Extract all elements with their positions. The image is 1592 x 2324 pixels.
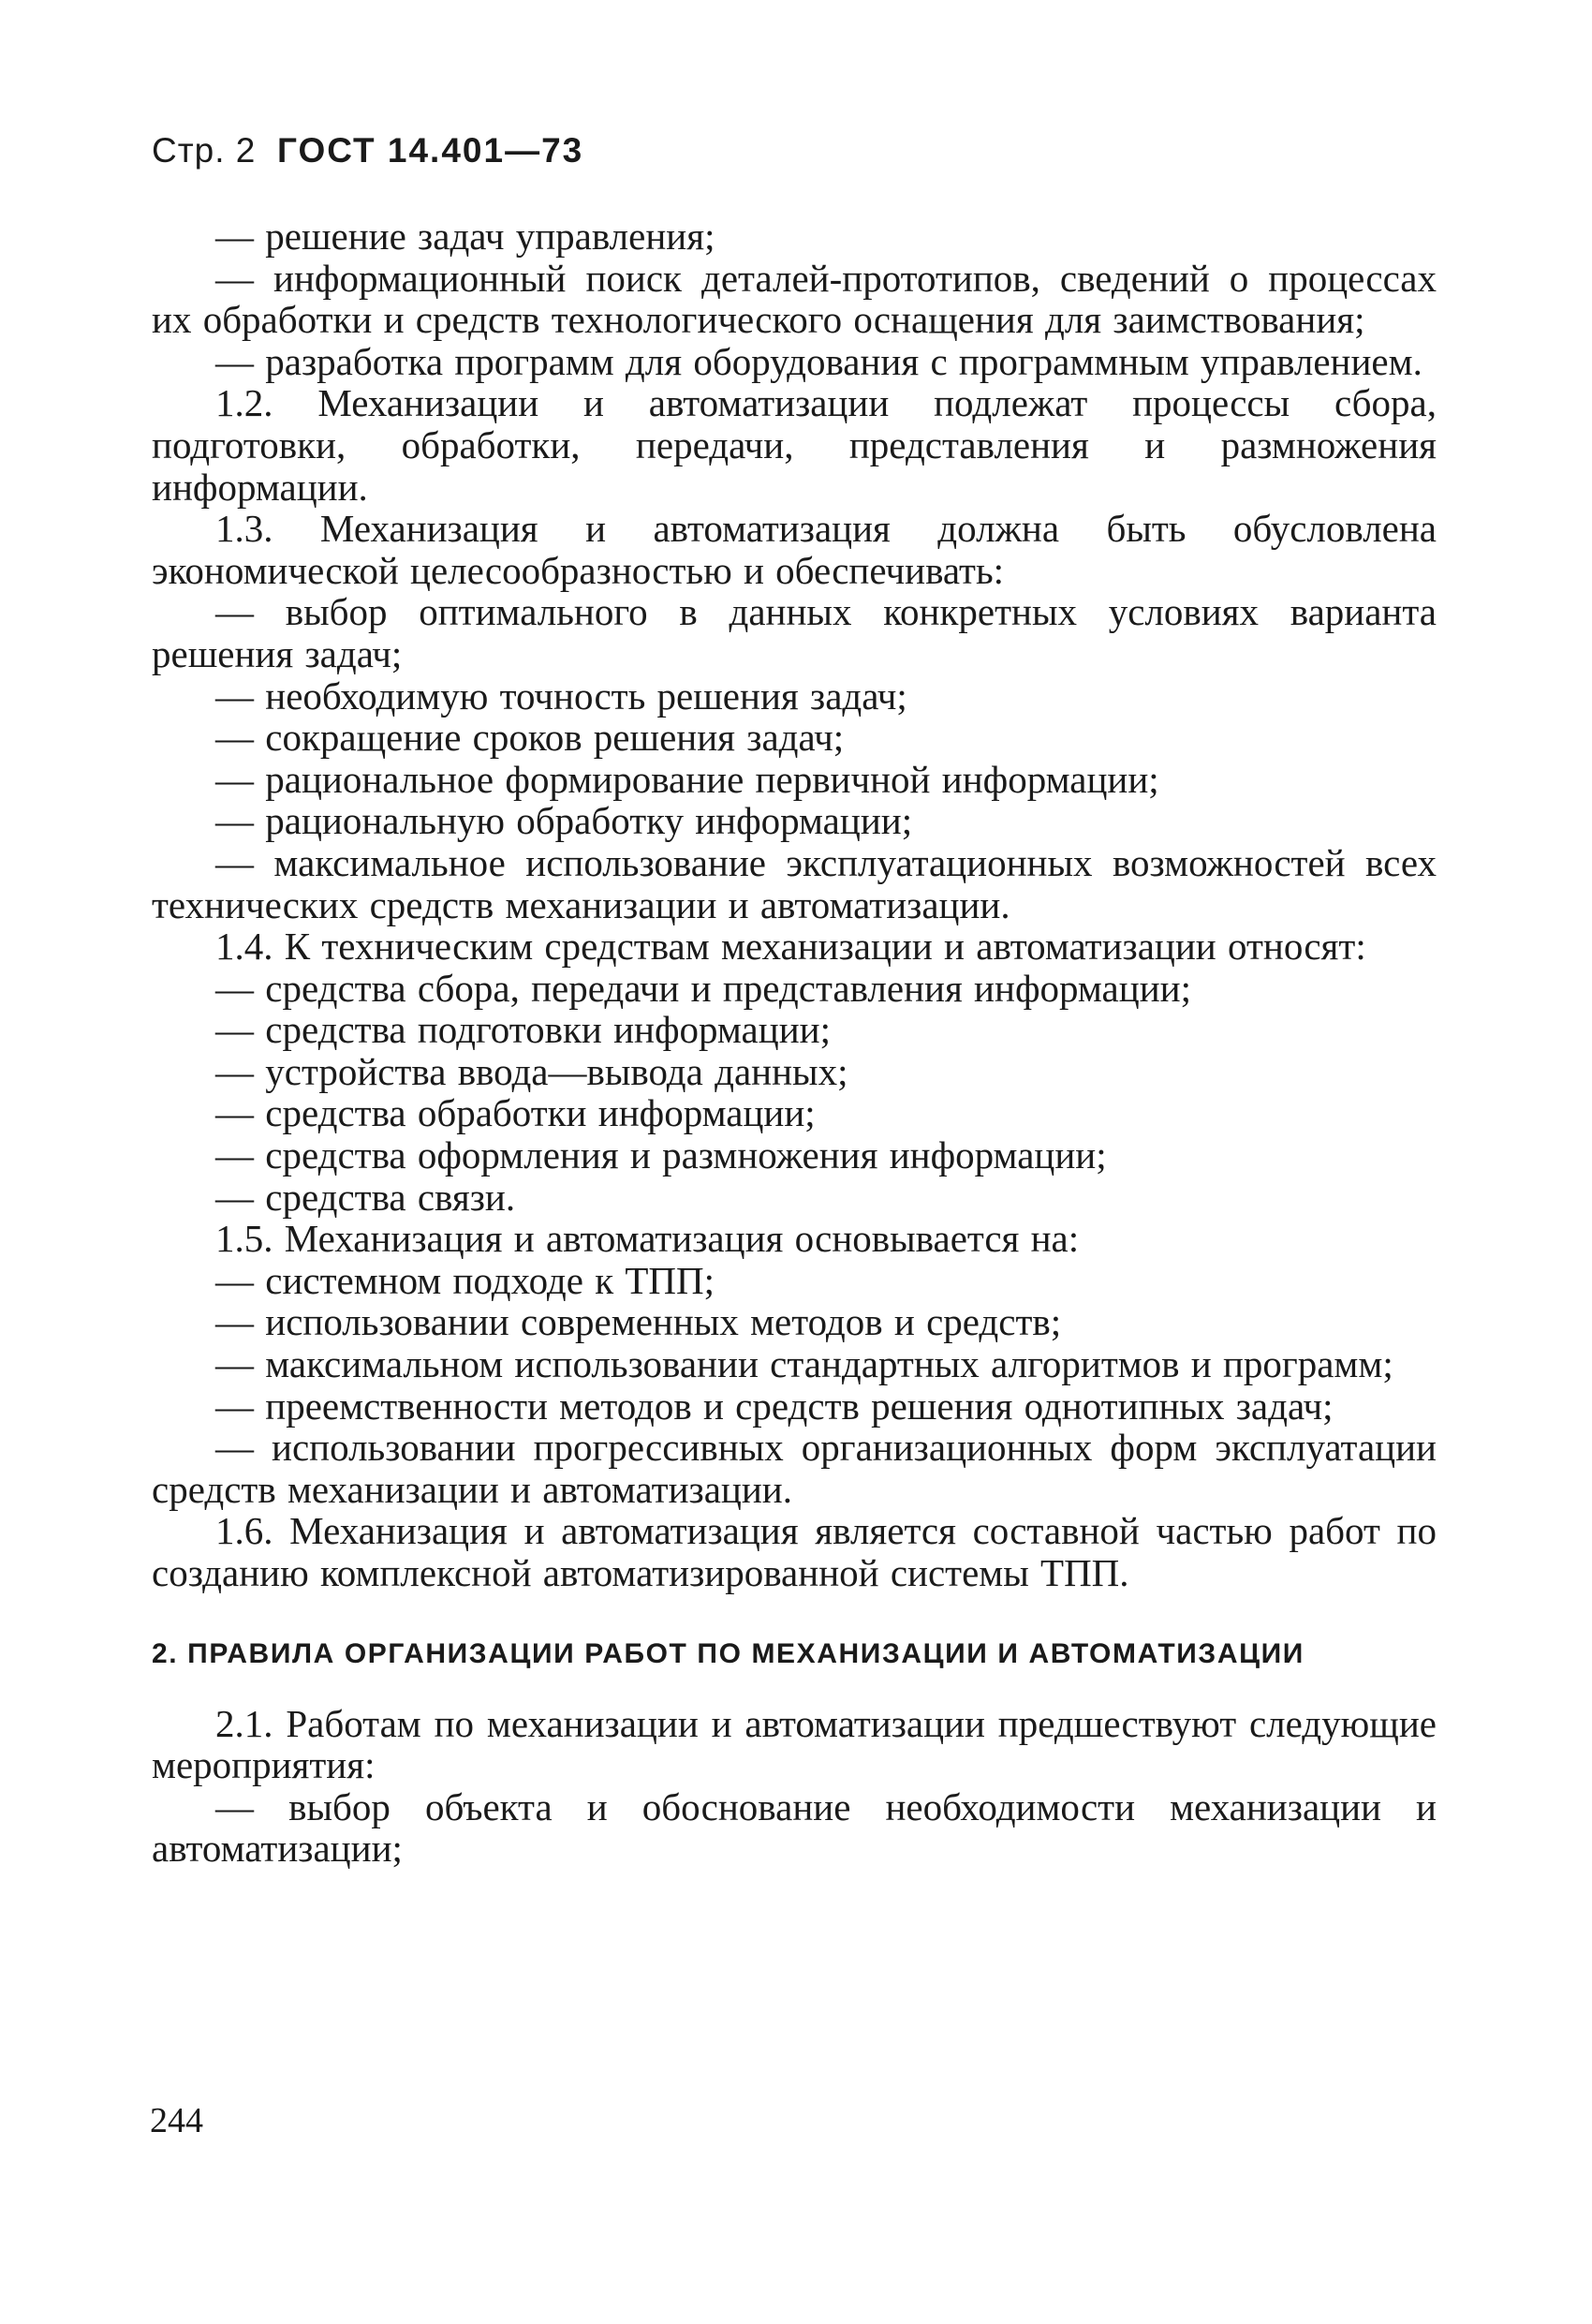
list-item: — выбор оптимального в данных конкретных условиях варианта решения задач; — [152, 590, 1437, 675]
list-item: — средства подготовки информации; — [215, 1008, 831, 1052]
clause-2-1: 2.1. Работам по механизации и автоматизации предшествуют следующие мероприятия: — [152, 1701, 1437, 1787]
list-item: — преемственности методов и средств решения однотипных задач; — [215, 1384, 1334, 1428]
list-item: — средства связи. — [215, 1175, 516, 1219]
list-item: — разработка программ для оборудования с программным управлением. — [215, 339, 1422, 383]
list-item: — рациональную обработку информации; — [215, 799, 913, 843]
list-item: — решение задач управления; — [215, 215, 715, 258]
list-item: — максимальное использование эксплуатационных возможностей всех технических средств механизации и автоматизации. — [152, 840, 1437, 926]
list-item: — средства оформления и размножения информации; — [215, 1133, 1107, 1177]
list-item: — информационный поиск деталей-прототипов, сведений о процессах их обработки и средств технологического оснащения для заимствования; — [152, 256, 1437, 342]
list-item: — необходимую точность решения задач; — [215, 674, 907, 718]
standard-number: ГОСТ 14.401—73 — [276, 131, 584, 170]
list-item: — выбор объекта и обоснование необходимости механизации и автоматизации; — [152, 1784, 1437, 1871]
list-item: — использовании прогрессивных организационных форм эксплуатации средств механизации и автоматизации. — [152, 1426, 1437, 1511]
clause-1-3: 1.3. Механизация и автоматизация должна быть обусловлена экономической целесообразностью и обеспечивать: — [152, 507, 1437, 592]
clause-1-6: 1.6. Механизация и автоматизация является составной частью работ по созданию комплексной автоматизированной системы ТПП. — [152, 1509, 1437, 1594]
section-heading: 2. ПРАВИЛА ОРГАНИЗАЦИИ РАБОТ ПО МЕХАНИЗАЦИИ И АВТОМАТИЗАЦИИ — [152, 1637, 1305, 1669]
page-label: Стр. 2 — [152, 131, 257, 170]
list-item: — максимальном использовании стандартных алгоритмов и программ; — [215, 1342, 1393, 1386]
page-number: 244 — [150, 2101, 203, 2140]
running-header — [152, 131, 583, 170]
body-text — [152, 215, 1437, 1870]
list-item: — системном подходе к ТПП; — [215, 1258, 715, 1302]
list-item: — рациональное формирование первичной информации; — [215, 757, 1159, 801]
clause-1-4: 1.4. К техническим средствам механизации и автоматизации относят: — [215, 925, 1366, 969]
list-item: — средства сбора, передачи и представления информации; — [215, 966, 1191, 1010]
clause-1-5: 1.5. Механизация и автоматизация основывается на: — [215, 1217, 1080, 1261]
clause-1-2: 1.2. Механизации и автоматизации подлежат процессы сбора, подготовки, обработки, передачи, представления и размножения информации. — [152, 381, 1437, 509]
list-item: — средства обработки информации; — [215, 1091, 816, 1135]
list-item: — использовании современных методов и средств; — [215, 1300, 1062, 1344]
list-item: — сокращение сроков решения задач; — [215, 716, 845, 760]
list-item: — устройства ввода—вывода данных; — [215, 1049, 848, 1093]
